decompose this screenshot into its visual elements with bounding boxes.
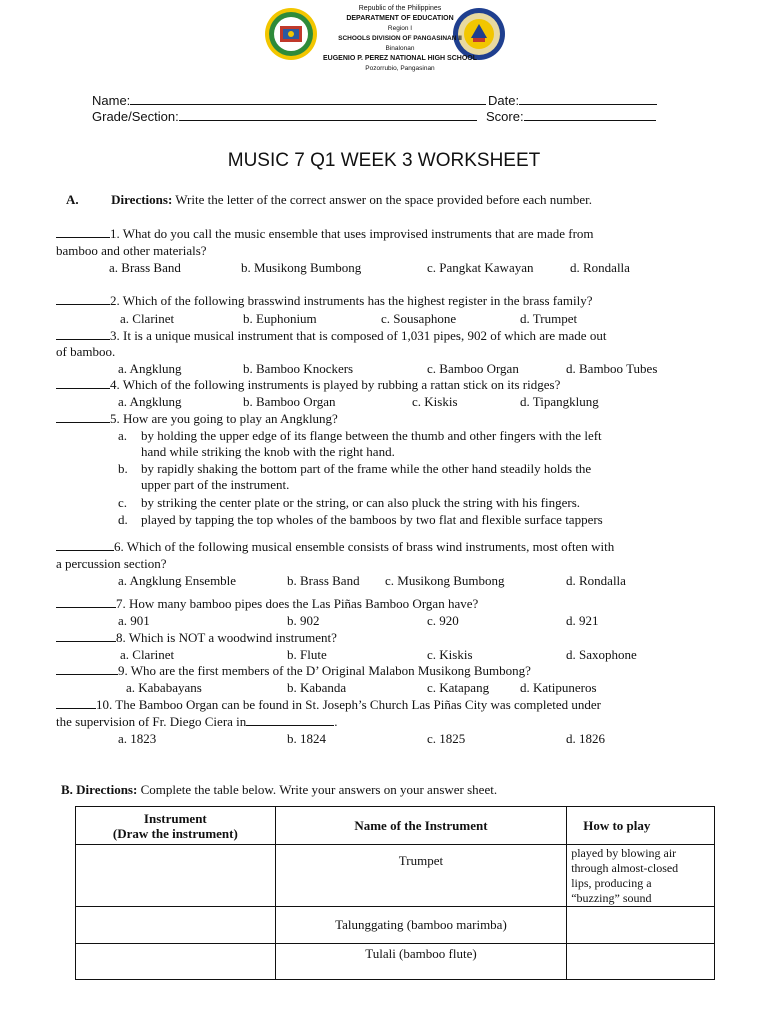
part-a-letter: A.	[66, 192, 79, 207]
q4-option-d: d. Tipangklung	[520, 394, 599, 409]
question-1-cont: bamboo and other materials?	[56, 243, 207, 258]
q9-option-b: b. Kabanda	[287, 680, 347, 695]
q9-option-c: c. Katapang	[427, 680, 490, 695]
header-division: SCHOOLS DIVISION OF PANGASINAN II	[338, 35, 462, 42]
q9-option-d: d. Katipuneros	[520, 680, 597, 695]
question-3-cont: of bamboo.	[56, 344, 116, 359]
grade-section-field[interactable]	[92, 109, 477, 124]
header-republic: Republic of the Philippines	[358, 5, 442, 12]
question-1: 1. What do you call the music ensemble that uses improvised instruments that are made from	[56, 226, 594, 242]
answer-blank-9[interactable]	[56, 663, 118, 675]
answer-blank-2[interactable]	[56, 293, 110, 305]
q5-option-a-letter: a.	[118, 428, 128, 443]
name-label: Name:	[92, 93, 131, 108]
q5-option-c-line1: by striking the center plate or the string, or can also pluck the string with his fingers.	[141, 495, 581, 510]
q5-option-d-line1: played by tapping the top wholes of the bamboos by two flat and flexible surface tappers	[141, 512, 603, 527]
q3-option-a: a. Angklung	[118, 361, 182, 376]
drawing-cell-2[interactable]	[76, 907, 276, 944]
instrument-name-2: Talunggating (bamboo marimba)	[275, 907, 567, 944]
q10-option-b: b. 1824	[287, 731, 326, 746]
date-label: Date:	[488, 93, 520, 108]
how-to-play-3[interactable]	[567, 944, 715, 980]
q7-option-b: b. 902	[287, 613, 320, 628]
part-b-letter: B.	[61, 782, 73, 797]
q10-fill-blank[interactable]	[246, 714, 334, 726]
instrument-table	[75, 806, 715, 980]
how-to-play-2[interactable]	[567, 907, 715, 944]
q7-option-a: a. 901	[118, 613, 150, 628]
answer-blank-10[interactable]	[56, 697, 96, 709]
answer-blank-3[interactable]	[56, 328, 110, 340]
answer-blank-5[interactable]	[56, 411, 110, 423]
q2-option-c: c. Sousaphone	[381, 311, 457, 326]
question-2: 2. Which of the following brasswind instruments has the highest register in the brass family?	[56, 293, 592, 309]
question-9: 9. Who are the first members of the D’ Original Malabon Musikong Bumbong?	[56, 663, 531, 679]
answer-blank-8[interactable]	[56, 630, 116, 642]
q10-option-d: d. 1826	[566, 731, 605, 746]
question-8: 8. Which is NOT a woodwind instrument?	[56, 630, 337, 646]
header-how-to-play: How to play	[567, 807, 715, 845]
question-4: 4. Which of the following instruments is played by rubbing a rattan stick on its ridges?	[56, 377, 560, 393]
page-title: MUSIC 7 Q1 WEEK 3 WORKSHEET	[227, 150, 541, 171]
q5-option-a-line2: hand while striking the knob with the right hand.	[141, 444, 395, 459]
question-6: 6. Which of the following musical ensemble consists of brass wind instruments, most often with	[56, 539, 614, 555]
q1-option-d: d. Rondalla	[570, 260, 630, 275]
q6-option-d: d. Rondalla	[566, 573, 626, 588]
name-field[interactable]	[92, 93, 486, 108]
header-town: Binalonan	[385, 45, 415, 52]
answer-blank-1[interactable]	[56, 226, 110, 238]
score-label: Score:	[486, 109, 524, 124]
instrument-name-1: Trumpet	[275, 845, 567, 907]
q1-option-c: c. Pangkat Kawayan	[427, 260, 534, 275]
drawing-cell-1[interactable]	[76, 845, 276, 907]
q7-option-c: c. 920	[427, 613, 459, 628]
q2-option-a: a. Clarinet	[120, 311, 175, 326]
q2-option-d: d. Trumpet	[520, 311, 578, 326]
q6-option-c: c. Musikong Bumbong	[385, 573, 505, 588]
q5-option-c-letter: c.	[118, 495, 128, 510]
date-field[interactable]	[488, 93, 657, 108]
question-10-cont: the supervision of Fr. Diego Ciera in .	[56, 714, 338, 729]
header-region: Region I	[387, 25, 413, 32]
header-school-name: EUGENIO P. PEREZ NATIONAL HIGH SCHOOL	[322, 55, 478, 62]
q7-option-d: d. 921	[566, 613, 599, 628]
table-row	[76, 845, 715, 907]
q5-option-a-line1: by holding the upper edge of its flange between the thumb and other fingers with the left	[141, 428, 602, 443]
q2-option-b: b. Euphonium	[243, 311, 317, 326]
table-header-row	[76, 807, 715, 845]
question-6-cont: a percussion section?	[56, 556, 167, 571]
q10-option-a: a. 1823	[118, 731, 157, 746]
q1-option-b: b. Musikong Bumbong	[241, 260, 362, 275]
how-to-play-1: played by blowing air through almost-closed lips, producing a “buzzing” sound	[567, 845, 715, 907]
grade-section-label: Grade/Section:	[92, 109, 179, 124]
answer-blank-4[interactable]	[56, 377, 110, 389]
part-a-directions-label: Directions:	[111, 192, 173, 207]
score-field[interactable]	[486, 109, 656, 124]
q10-option-c: c. 1825	[427, 731, 466, 746]
header-address: Pozorrubio, Pangasinan	[365, 65, 435, 72]
header-name-of-instrument: Name of the Instrument	[275, 807, 567, 845]
question-7: 7. How many bamboo pipes does the Las Piñas Bamboo Organ have?	[56, 596, 478, 612]
q4-option-b: b. Bamboo Organ	[243, 394, 336, 409]
q8-option-a: a. Clarinet	[120, 647, 175, 662]
q8-option-c: c. Kiskis	[427, 647, 473, 662]
part-a-directions	[66, 192, 592, 208]
question-5: 5. How are you going to play an Angklung?	[56, 411, 338, 427]
q3-option-b: b. Bamboo Knockers	[243, 361, 354, 376]
question-3: 3. It is a unique musical instrument that is composed of 1,031 pipes, 902 of which are made out	[56, 328, 606, 344]
header-department: DEPARATMENT OF EDUCATION	[346, 15, 454, 22]
question-10: 10. The Bamboo Organ can be found in St. Joseph’s Church Las Piñas City was completed under	[56, 697, 601, 713]
q3-option-c: c. Bamboo Organ	[427, 361, 519, 376]
q5-option-b-line2: upper part of the instrument.	[141, 477, 290, 492]
instrument-name-3: Tulali (bamboo flute)	[275, 944, 567, 980]
part-b-directions-label: Directions:	[76, 782, 138, 797]
header-instrument: Instrument (Draw the instrument)	[76, 807, 276, 845]
q6-option-a: a. Angklung Ensemble	[118, 573, 237, 588]
school-header	[300, 4, 500, 74]
q5-option-b-line1: by rapidly shaking the bottom part of the frame while the other hand steadily holds the	[141, 461, 592, 476]
part-a-directions-text: Write the letter of the correct answer on the space provided before each number.	[175, 192, 593, 207]
part-b-directions-text: Complete the table below. Write your answers on your answer sheet.	[140, 782, 498, 797]
q4-option-c: c. Kiskis	[412, 394, 458, 409]
q5-option-b-letter: b.	[118, 461, 128, 476]
q8-option-b: b. Flute	[287, 647, 327, 662]
q3-option-d: d. Bamboo Tubes	[566, 361, 658, 376]
part-b-directions	[61, 782, 497, 798]
table-row	[76, 944, 715, 980]
q8-option-d: d. Saxophone	[566, 647, 637, 662]
answer-blank-6[interactable]	[56, 539, 114, 551]
q1-option-a: a. Brass Band	[109, 260, 181, 275]
q4-option-a: a. Angklung	[118, 394, 182, 409]
table-row	[76, 907, 715, 944]
answer-blank-7[interactable]	[56, 596, 116, 608]
q5-option-d-letter: d.	[118, 512, 128, 527]
q9-option-a: a. Kababayans	[126, 680, 202, 695]
drawing-cell-3[interactable]	[76, 944, 276, 980]
q6-option-b: b. Brass Band	[287, 573, 360, 588]
